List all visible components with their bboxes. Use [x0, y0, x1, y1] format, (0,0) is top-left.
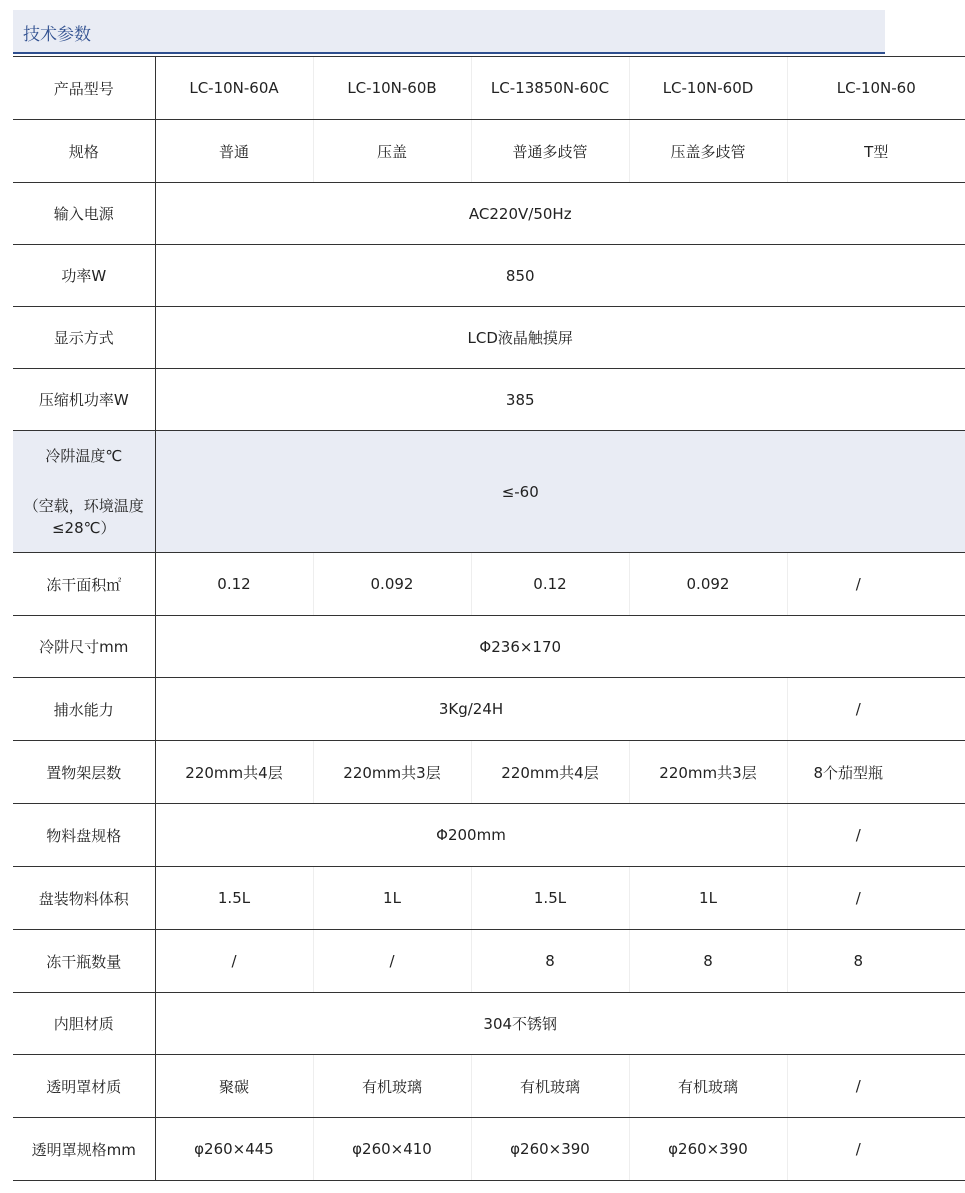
model-name: LC-10N-60B	[313, 57, 471, 120]
table-cell: 有机玻璃	[471, 1055, 629, 1118]
row-label: 显示方式	[13, 307, 155, 369]
table-cell: 8	[471, 930, 629, 993]
row-label: 冻干瓶数量	[13, 930, 155, 993]
table-cell: T型	[787, 120, 965, 183]
table-cell: 385	[155, 369, 965, 431]
table-row-power	[13, 245, 965, 307]
table-cell: φ260×445	[155, 1118, 313, 1181]
row-label: 透明罩规格mm	[13, 1118, 155, 1181]
row-label: 冷阱尺寸mm	[13, 616, 155, 678]
row-label: 规格	[13, 120, 155, 183]
table-cell: 有机玻璃	[313, 1055, 471, 1118]
table-row-tray-spec	[13, 804, 965, 867]
table-cell: /	[787, 804, 965, 867]
table-cell: 1L	[629, 867, 787, 930]
table-cell: 压盖多歧管	[629, 120, 787, 183]
table-cell: 0.12	[471, 553, 629, 616]
row-label: 输入电源	[13, 183, 155, 245]
table-row-shelves	[13, 741, 965, 804]
table-row-tray-volume	[13, 867, 965, 930]
table-cell: LCD液晶触摸屏	[155, 307, 965, 369]
table-row-display	[13, 307, 965, 369]
row-label: 物料盘规格	[13, 804, 155, 867]
row-label: 功率W	[13, 245, 155, 307]
cold-temp-label: 冷阱温度℃	[45, 446, 123, 465]
table-row-cold-size	[13, 616, 965, 678]
table-cell: 850	[155, 245, 965, 307]
cold-temp-condition: （空载，环境温度≤28℃）	[23, 496, 144, 537]
table-cell: 8个茄型瓶	[787, 741, 965, 804]
table-cell: 1.5L	[155, 867, 313, 930]
row-label: 置物架层数	[13, 741, 155, 804]
table-cell: 1L	[313, 867, 471, 930]
table-cell: 0.092	[629, 553, 787, 616]
table-cell: 3Kg/24H	[155, 678, 787, 741]
table-cell: 220mm共3层	[313, 741, 471, 804]
table-cell: 聚碳	[155, 1055, 313, 1118]
table-cell: φ260×390	[629, 1118, 787, 1181]
table-row-water-capacity	[13, 678, 965, 741]
row-label: 压缩机功率W	[13, 369, 155, 431]
table-cell: Φ236×170	[155, 616, 965, 678]
table-cell: 普通多歧管	[471, 120, 629, 183]
table-cell: 304不锈钢	[155, 993, 965, 1055]
table-cell: /	[155, 930, 313, 993]
table-cell: /	[787, 867, 965, 930]
section-title: 技术参数	[23, 25, 91, 45]
table-row-compressor	[13, 369, 965, 431]
table-row-bottle-count	[13, 930, 965, 993]
row-label	[13, 431, 155, 553]
table-row-dry-area	[13, 553, 965, 616]
table-cell: φ260×410	[313, 1118, 471, 1181]
table-cell: Φ200mm	[155, 804, 787, 867]
row-label: 产品型号	[13, 57, 155, 120]
table-cell: 1.5L	[471, 867, 629, 930]
row-label: 内胆材质	[13, 993, 155, 1055]
table-cell: AC220V/50Hz	[155, 183, 965, 245]
spec-table	[13, 56, 965, 1181]
table-cell: ≤-60	[155, 431, 965, 553]
table-cell: 压盖	[313, 120, 471, 183]
table-cell: /	[787, 1118, 965, 1181]
table-row-power-input	[13, 183, 965, 245]
table-cell: 8	[629, 930, 787, 993]
table-row-model	[13, 57, 965, 120]
table-row-liner	[13, 993, 965, 1055]
model-name: LC-10N-60	[787, 57, 965, 120]
table-cell: /	[313, 930, 471, 993]
spec-table-container	[13, 56, 916, 1193]
model-name: LC-10N-60D	[629, 57, 787, 120]
row-label: 透明罩材质	[13, 1055, 155, 1118]
model-name: LC-13850N-60C	[471, 57, 629, 120]
table-row-cold-temp	[13, 431, 965, 553]
table-cell: 220mm共4层	[471, 741, 629, 804]
table-cell: 0.12	[155, 553, 313, 616]
table-cell: φ260×390	[471, 1118, 629, 1181]
table-row-cover-material	[13, 1055, 965, 1118]
row-label: 盘装物料体积	[13, 867, 155, 930]
table-row-spec	[13, 120, 965, 183]
table-cell: 普通	[155, 120, 313, 183]
table-row-cover-spec	[13, 1118, 965, 1181]
table-cell: /	[787, 553, 965, 616]
row-label: 冻干面积㎡	[13, 553, 155, 616]
table-cell: 0.092	[313, 553, 471, 616]
table-cell: 8	[787, 930, 965, 993]
table-cell: /	[787, 678, 965, 741]
section-header	[13, 10, 885, 54]
table-cell: 220mm共3层	[629, 741, 787, 804]
model-name: LC-10N-60A	[155, 57, 313, 120]
table-cell: /	[787, 1055, 965, 1118]
table-cell: 220mm共4层	[155, 741, 313, 804]
table-cell: 有机玻璃	[629, 1055, 787, 1118]
row-label: 捕水能力	[13, 678, 155, 741]
